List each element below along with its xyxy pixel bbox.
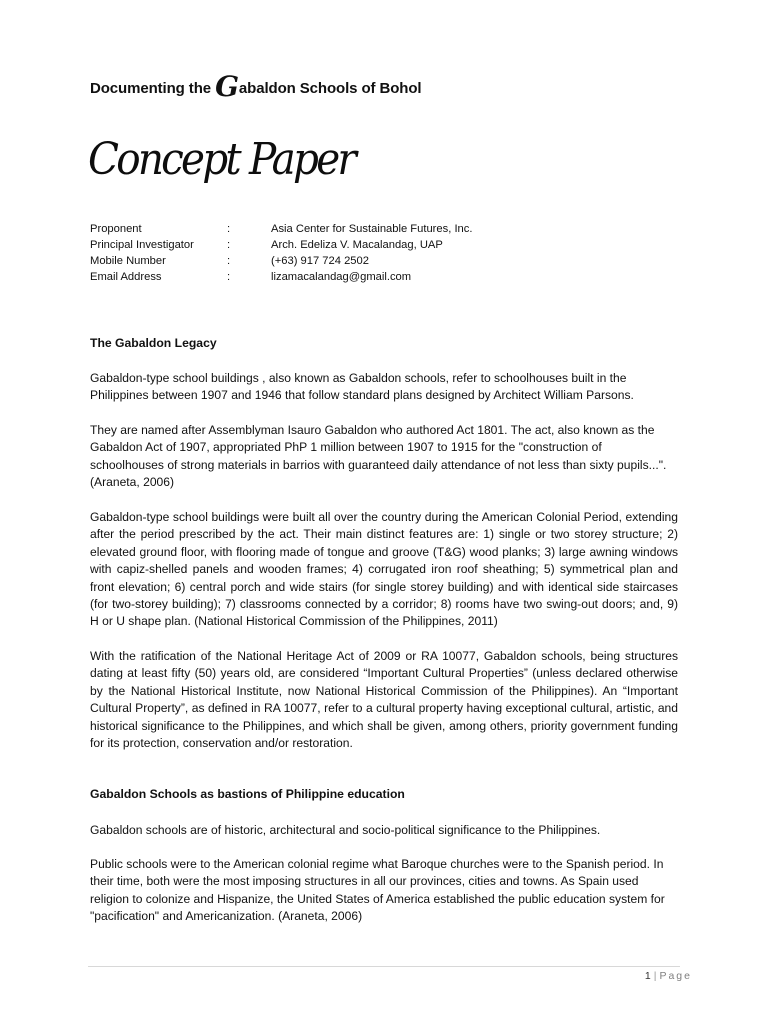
- paragraph-legacy-3: Gabaldon-type school buildings were built all over the country during the American Colonial Period, extending after the period prescribed by the act. Their main distinct features are: 1) single or two storey structure; 2) elevated ground floor, with flooring made of tongue and groove (T&G) wood planks; 3) large awning windows with capiz-shelled panels and wooden frames; 4) corrugated iron roof sheathing; 5) symmetrical plan and front elevation; 6) central porch and wide stairs (for single storey building) and with identical side staircases (for two-storey building); 7) classrooms connected by a corridor; 8) rooms have two swing-out doors; and, 9) H or U shape plan. (National Historical Commission of the Philippines, 2011): [90, 510, 678, 629]
- info-value: Asia Center for Sustainable Futures, Inc.: [271, 223, 473, 235]
- info-label: Mobile Number: [90, 255, 166, 267]
- info-colon: :: [227, 239, 231, 251]
- footer-separator: |: [653, 970, 657, 982]
- info-label: Email Address: [90, 271, 162, 283]
- paragraph-legacy-1: Gabaldon-type school buildings , also known as Gabaldon schools, refer to schoolhouses built in the Philippines between 1907 and 1946 that follow standard plans designed by Architect William Parsons.: [90, 371, 634, 403]
- section-heading-legacy: The Gabaldon Legacy: [90, 336, 217, 350]
- info-label: Proponent: [90, 223, 142, 235]
- footer-divider: [88, 966, 680, 967]
- info-row-mobile: [90, 253, 690, 269]
- paragraph-legacy-4: With the ratification of the National Heritage Act of 2009 or RA 10077, Gabaldon schools, being structures dating at least fifty (50) years old, are considered “Important Cultural Properties” (unless declared otherwise by the National Historical Institute, now National Historical Commission of the Philippines). An “Important Cultural Property”, as defined in RA 10077, refer to a cultural property having exceptional cultural, artistic, and historical significance to the Philippines, and which shall be given, among others, priority government funding for its protection, conservation and/or restoration.: [90, 649, 678, 751]
- page-label: Page: [659, 970, 692, 982]
- info-row-proponent: [90, 221, 690, 237]
- paragraph-legacy-2: They are named after Assemblyman Isauro Gabaldon who authored Act 1801. The act, also known as the Gabaldon Act of 1907, appropriated PhP 1 million between 1907 to 1915 for the "construction of schoolhouses of strong materials in barrios with guaranteed daily attendance of not less than sixty pupils...". (Araneta, 2006): [90, 423, 667, 490]
- concept-paper-heading: Concept Paper: [88, 134, 354, 185]
- info-colon: :: [227, 255, 231, 267]
- page-number: 1: [644, 970, 651, 982]
- info-colon: :: [227, 271, 231, 283]
- info-colon: :: [227, 223, 231, 235]
- paragraph-bastions-1: Gabaldon schools are of historic, architectural and socio-political significance to the Philippines.: [90, 823, 601, 837]
- title-before: Documenting the: [90, 80, 216, 97]
- info-label: Principal Investigator: [90, 239, 194, 251]
- title-after: abaldon Schools of Bohol: [238, 80, 422, 97]
- info-row-investigator: [90, 237, 690, 253]
- document-title: Documenting the Gabaldon Schools of Bohol: [90, 70, 422, 103]
- section-heading-bastions: Gabaldon Schools as bastions of Philippine education: [90, 787, 405, 801]
- info-row-email: [90, 269, 690, 285]
- paragraph-bastions-2: Public schools were to the American colonial regime what Baroque churches were to the Spanish period. In their time, both were the most imposing structures in all our provinces, cities and towns. As Spain used religion to colonize and Hispanize, the United States of America established the public education system for "pacification" and Americanization. (Araneta, 2006): [90, 857, 665, 924]
- page-footer: [645, 970, 692, 982]
- info-value: (+63) 917 724 2502: [271, 255, 369, 267]
- info-value: Arch. Edeliza V. Macalandag, UAP: [271, 239, 443, 251]
- proponent-info-table: [90, 221, 690, 285]
- info-value: lizamacalandag@gmail.com: [271, 271, 412, 283]
